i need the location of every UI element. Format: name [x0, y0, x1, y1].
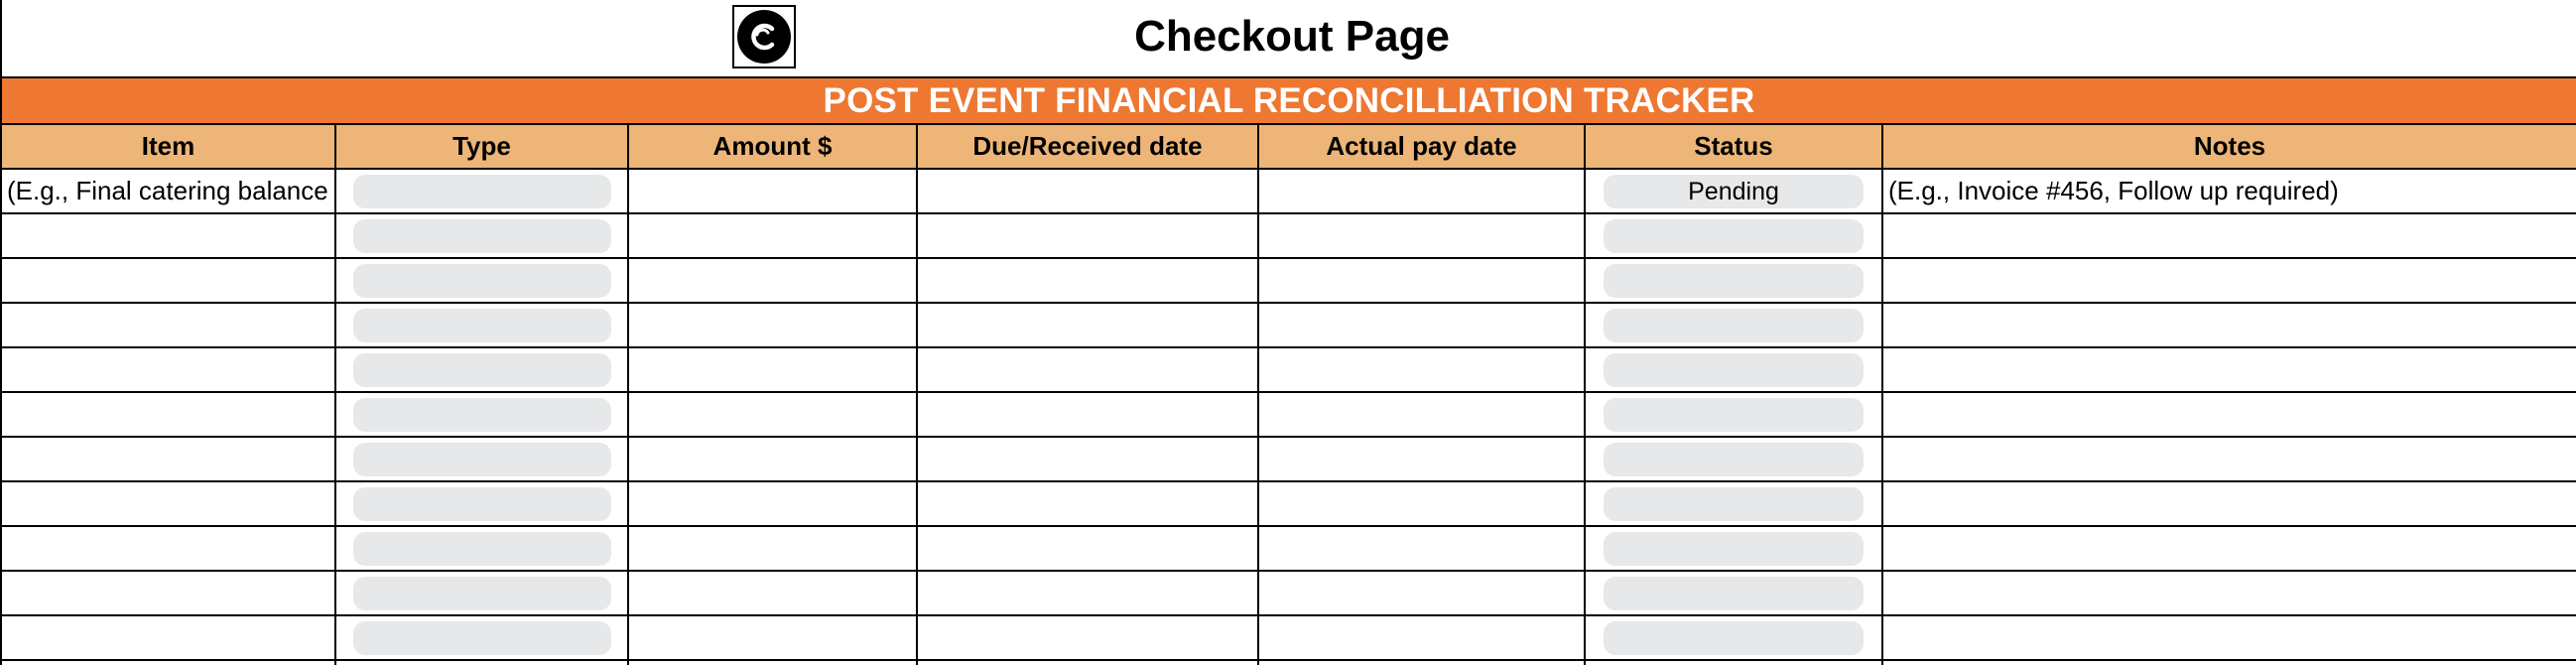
pay-date-cell[interactable]	[1258, 526, 1585, 571]
table-row	[1, 303, 2576, 347]
notes-cell[interactable]	[1882, 437, 2576, 481]
notes-cell[interactable]	[1882, 571, 2576, 615]
notes-cell[interactable]	[1882, 526, 2576, 571]
table-body	[1, 169, 2576, 665]
type-cell[interactable]	[335, 526, 628, 571]
item-cell[interactable]	[1, 615, 335, 660]
tracker-table	[0, 125, 2576, 665]
status-cell[interactable]	[1585, 392, 1882, 437]
amount-cell[interactable]	[628, 437, 917, 481]
due-date-cell[interactable]	[917, 347, 1258, 392]
type-cell[interactable]	[335, 481, 628, 526]
due-date-cell[interactable]	[917, 571, 1258, 615]
title-row	[0, 0, 2576, 76]
amount-cell[interactable]	[628, 258, 917, 303]
notes-cell[interactable]	[1882, 615, 2576, 660]
amount-cell[interactable]	[628, 392, 917, 437]
status-cell[interactable]	[1585, 169, 1882, 213]
notes-cell[interactable]	[1882, 303, 2576, 347]
status-cell[interactable]	[1585, 437, 1882, 481]
type-cell[interactable]	[335, 347, 628, 392]
type-dropdown[interactable]	[353, 532, 611, 566]
type-dropdown[interactable]	[353, 309, 611, 342]
type-cell[interactable]	[335, 258, 628, 303]
status-cell[interactable]	[1585, 660, 1882, 665]
status-dropdown[interactable]	[1604, 443, 1864, 476]
amount-cell[interactable]	[628, 303, 917, 347]
amount-cell[interactable]	[628, 213, 917, 258]
status-cell[interactable]	[1585, 347, 1882, 392]
pay-date-cell[interactable]	[1258, 481, 1585, 526]
table-row	[1, 213, 2576, 258]
status-dropdown[interactable]	[1604, 353, 1864, 387]
column-header-status[interactable]: Status	[1585, 125, 1882, 169]
amount-cell[interactable]	[628, 169, 917, 213]
due-date-cell[interactable]	[917, 303, 1258, 347]
notes-cell[interactable]	[1882, 213, 2576, 258]
type-dropdown[interactable]	[353, 577, 611, 610]
column-header-type[interactable]: Type	[335, 125, 628, 169]
status-cell[interactable]	[1585, 481, 1882, 526]
type-dropdown[interactable]	[353, 443, 611, 476]
column-header-amount[interactable]: Amount $	[628, 125, 917, 169]
pay-date-cell[interactable]	[1258, 258, 1585, 303]
status-dropdown[interactable]	[1604, 532, 1864, 566]
item-cell[interactable]	[1, 258, 335, 303]
table-row	[1, 169, 2576, 213]
table-row	[1, 392, 2576, 437]
type-cell[interactable]	[335, 213, 628, 258]
type-dropdown[interactable]	[353, 353, 611, 387]
column-header-due-date[interactable]: Due/Received date	[917, 125, 1258, 169]
type-dropdown[interactable]	[353, 487, 611, 521]
item-cell[interactable]	[1, 526, 335, 571]
pay-date-cell[interactable]	[1258, 213, 1585, 258]
amount-cell[interactable]	[628, 660, 917, 665]
logo-c-icon	[732, 5, 796, 68]
type-cell[interactable]	[335, 571, 628, 615]
item-cell[interactable]	[1, 169, 335, 213]
due-date-cell[interactable]	[917, 258, 1258, 303]
type-dropdown[interactable]	[353, 621, 611, 655]
pay-date-cell[interactable]	[1258, 437, 1585, 481]
notes-cell[interactable]	[1882, 169, 2576, 213]
type-dropdown[interactable]	[353, 175, 611, 208]
due-date-cell[interactable]	[917, 213, 1258, 258]
type-cell[interactable]	[335, 303, 628, 347]
column-header-item[interactable]: Item	[1, 125, 335, 169]
table-header	[1, 125, 2576, 169]
table-row	[1, 258, 2576, 303]
pay-date-cell[interactable]	[1258, 615, 1585, 660]
type-cell[interactable]	[335, 392, 628, 437]
table-row	[1, 437, 2576, 481]
amount-cell[interactable]	[628, 615, 917, 660]
amount-cell[interactable]	[628, 481, 917, 526]
amount-cell[interactable]	[628, 526, 917, 571]
notes-cell[interactable]	[1882, 392, 2576, 437]
item-text: (E.g., Final catering balance	[7, 176, 328, 205]
type-cell[interactable]	[335, 169, 628, 213]
type-dropdown[interactable]	[353, 398, 611, 432]
status-cell[interactable]	[1585, 526, 1882, 571]
item-cell[interactable]	[1, 437, 335, 481]
table-row	[1, 347, 2576, 392]
item-cell[interactable]	[1, 303, 335, 347]
status-dropdown[interactable]: Pending	[1604, 175, 1864, 208]
pay-date-cell[interactable]	[1258, 347, 1585, 392]
status-dropdown[interactable]	[1604, 264, 1864, 298]
tracker-banner: POST EVENT FINANCIAL RECONCILLIATION TRACKER	[0, 76, 2576, 125]
pay-date-cell[interactable]	[1258, 571, 1585, 615]
pay-date-cell[interactable]	[1258, 303, 1585, 347]
status-cell[interactable]	[1585, 258, 1882, 303]
column-header-notes[interactable]: Notes	[1882, 125, 2576, 169]
notes-text: (E.g., Invoice #456, Follow up required)	[1888, 176, 2339, 205]
type-cell[interactable]	[335, 660, 628, 665]
type-cell[interactable]	[335, 615, 628, 660]
type-cell[interactable]	[335, 437, 628, 481]
due-date-cell[interactable]	[917, 169, 1258, 213]
type-dropdown[interactable]	[353, 264, 611, 298]
item-cell[interactable]	[1, 392, 335, 437]
notes-cell[interactable]	[1882, 258, 2576, 303]
due-date-cell[interactable]	[917, 660, 1258, 665]
item-cell[interactable]	[1, 347, 335, 392]
item-cell[interactable]	[1, 660, 335, 665]
amount-cell[interactable]	[628, 347, 917, 392]
status-cell[interactable]	[1585, 213, 1882, 258]
due-date-cell[interactable]	[917, 437, 1258, 481]
due-date-cell[interactable]	[917, 526, 1258, 571]
due-date-cell[interactable]	[917, 481, 1258, 526]
status-cell[interactable]	[1585, 615, 1882, 660]
amount-cell[interactable]	[628, 571, 917, 615]
table-row	[1, 615, 2576, 660]
notes-cell[interactable]	[1882, 481, 2576, 526]
table-row	[1, 660, 2576, 665]
status-dropdown[interactable]	[1604, 577, 1864, 610]
type-dropdown[interactable]	[353, 219, 611, 253]
pay-date-cell[interactable]	[1258, 392, 1585, 437]
header-row	[1, 125, 2576, 169]
column-header-pay-date[interactable]: Actual pay date	[1258, 125, 1585, 169]
table-row	[1, 481, 2576, 526]
status-cell[interactable]	[1585, 571, 1882, 615]
page-title: Checkout Page	[1134, 11, 1450, 61]
status-dropdown[interactable]	[1604, 219, 1864, 253]
item-cell[interactable]	[1, 213, 335, 258]
table-row	[1, 526, 2576, 571]
logo-c-icon-graphic	[735, 8, 793, 66]
item-cell[interactable]	[1, 571, 335, 615]
pay-date-cell[interactable]	[1258, 169, 1585, 213]
status-dropdown[interactable]	[1604, 398, 1864, 432]
due-date-cell[interactable]	[917, 392, 1258, 437]
status-dropdown[interactable]	[1604, 621, 1864, 655]
status-dropdown[interactable]	[1604, 309, 1864, 342]
status-cell[interactable]	[1585, 303, 1882, 347]
table-row	[1, 571, 2576, 615]
pay-date-cell[interactable]	[1258, 660, 1585, 665]
due-date-cell[interactable]	[917, 615, 1258, 660]
notes-cell[interactable]	[1882, 660, 2576, 665]
item-cell[interactable]	[1, 481, 335, 526]
status-dropdown[interactable]	[1604, 487, 1864, 521]
notes-cell[interactable]	[1882, 347, 2576, 392]
